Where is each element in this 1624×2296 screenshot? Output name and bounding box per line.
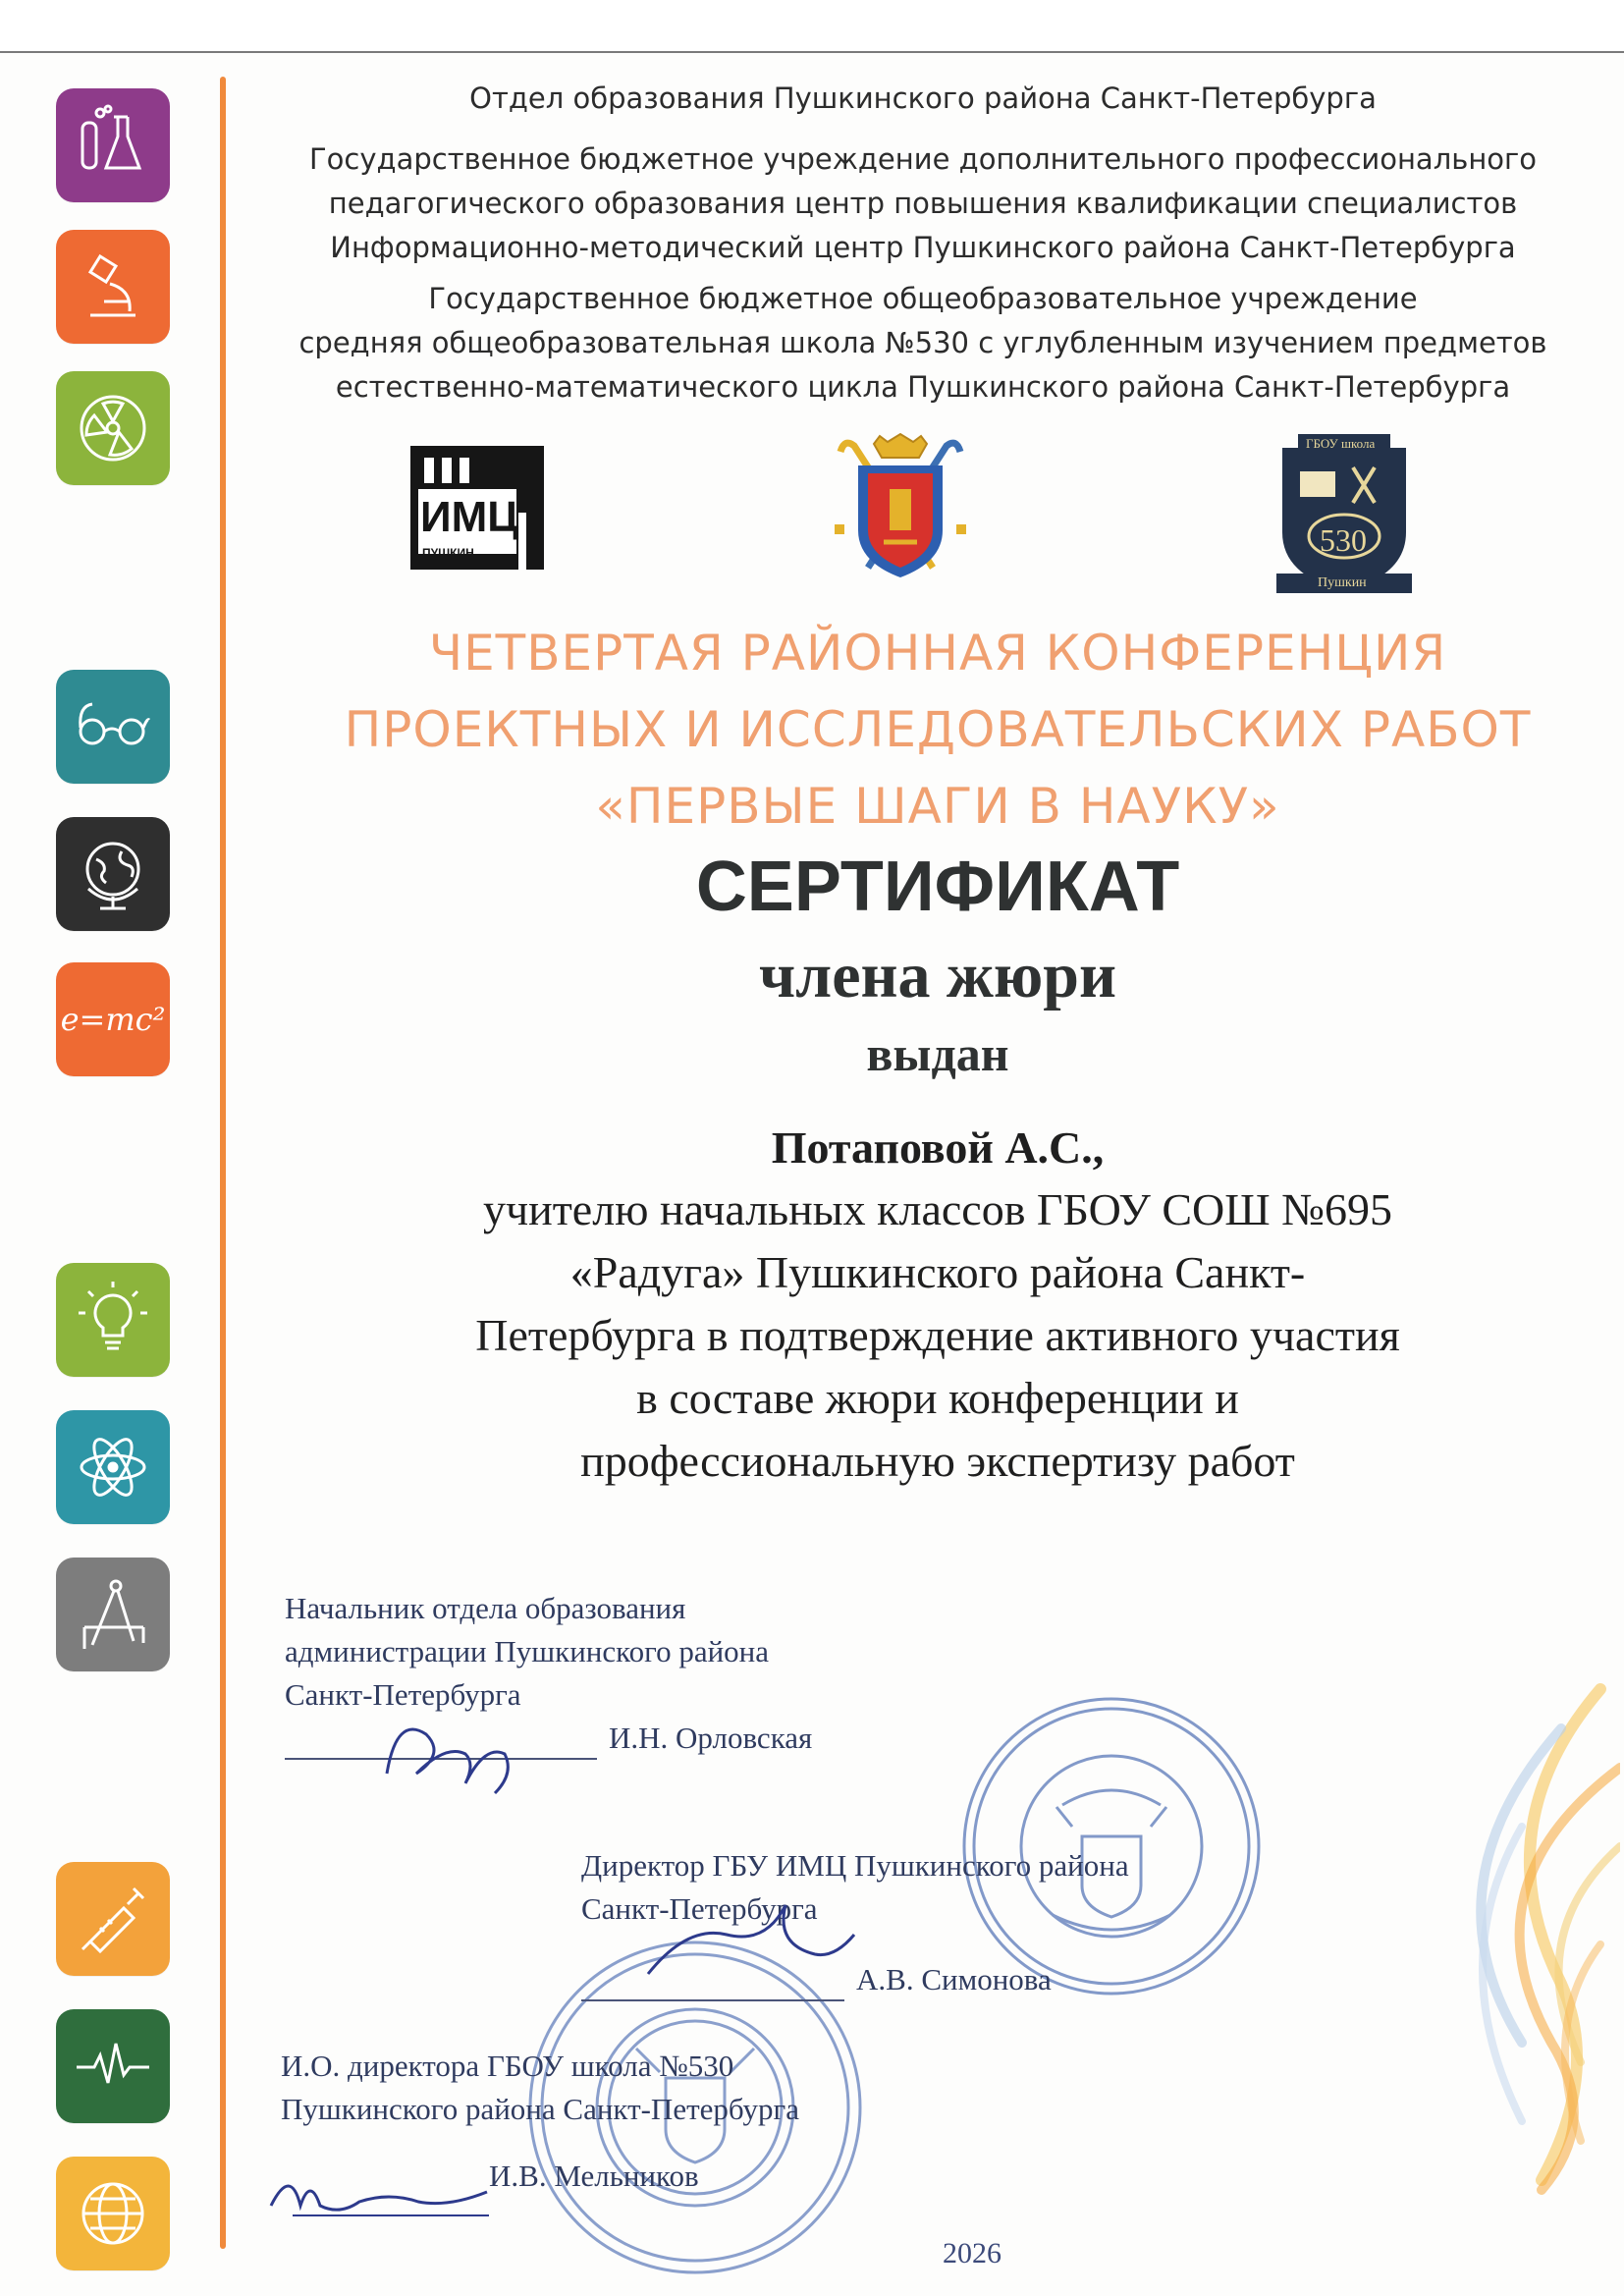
handwritten-signature-melnikov [263,2157,499,2235]
vertical-accent-rule [220,77,226,2249]
syringe-icon [56,1862,170,1976]
signatory-title-line: Пушкинского района Санкт-Петербурга [281,2092,799,2126]
certificate-issued: выдан [866,1026,1009,1081]
imc-logo-text: ИМЦ [420,493,519,541]
header-line: Государственное бюджетное учреждение дополнительного профессионального [308,142,1538,176]
compass-icon [56,1558,170,1671]
flame-decoration [1306,1650,1620,2200]
certificate-body-line: Петербурга в подтверждение активного участия [475,1310,1400,1360]
glasses-icon [56,670,170,784]
imc-logo-caption: ПУШКИН [422,546,474,560]
header-line: Информационно-методический центр Пушкинского района Санкт-Петербурга [330,231,1516,264]
certificate-subtitle: члена жюри [758,940,1117,1011]
header-line: Государственное бюджетное общеобразовательное учреждение [428,282,1418,315]
signatory-title-line: Санкт-Петербурга [285,1677,521,1712]
flask-icon [56,88,170,202]
radiation-icon [56,371,170,485]
microscope-icon [56,230,170,344]
heartbeat-icon [56,2009,170,2123]
formula-icon [56,962,170,1076]
school-530-logo [1272,428,1416,595]
school-logo-bottom-text: Пушкин [1318,575,1367,590]
signatory-title-line: Директор ГБУ ИМЦ Пушкинского района [581,1848,1129,1883]
signatory-name: А.В. Симонова [856,1962,1052,1996]
conference-title [236,615,1624,845]
school-logo-top-text: ГБОУ школа [1306,436,1376,451]
conference-title-line: «ПЕРВЫЕ ШАГИ В НАУКУ» [595,778,1280,835]
header-org-imc [236,137,1610,270]
footer-date-fragment: 2026 [943,2237,1001,2269]
header-line: средняя общеобразовательная школа №530 с углубленным изучением предметов [298,326,1547,359]
formula-text: e=mc² [60,1001,166,1038]
certificate-body-line: в составе жюри конференции и [636,1373,1239,1423]
handwritten-signature-simonova [638,1895,864,1994]
signatory-title-line: Санкт-Петербурга [581,1891,818,1926]
atom-icon [56,1410,170,1524]
certificate-body-line: учителю начальных классов ГБОУ СОШ №695 [482,1184,1393,1234]
header-line: Отдел образования Пушкинского района Санкт-Петербурга [469,82,1377,115]
signature-block-orlovskaya [285,1587,812,1760]
certificate-body [295,1178,1581,1493]
header-line: естественно-математического цикла Пушкинского района Санкт-Петербурга [335,370,1511,404]
signatory-title-line: Начальник отдела образования [285,1591,686,1625]
globe-icon [56,817,170,931]
certificate-body-line: профессиональную экспертизу работ [580,1436,1295,1486]
grid-globe-icon [56,2157,170,2270]
recipient-name: Потаповой А.С., [771,1122,1105,1173]
signatory-name: И.Н. Орловская [609,1721,813,1755]
signatory-title-line: И.О. директора ГБОУ школа №530 [281,2049,734,2083]
header-org-school [236,277,1610,410]
conference-title-line: ПРОЕКТНЫХ И ИССЛЕДОВАТЕЛЬСКИХ РАБОТ [344,701,1532,758]
header-department [236,77,1610,121]
certificate-body-line: «Радуга» Пушкинского района Санкт- [569,1247,1306,1297]
pushkin-coat-of-arms [829,430,972,587]
signatory-name: И.В. Мельников [489,2159,699,2193]
imc-logo [408,444,546,572]
signatory-title-line: администрации Пушкинского района [285,1634,770,1668]
lightbulb-icon [56,1263,170,1377]
certificate-title: СЕРТИФИКАТ [695,847,1180,926]
conference-title-line: ЧЕТВЕРТАЯ РАЙОННАЯ КОНФЕРЕНЦИЯ [428,625,1447,682]
school-logo-number: 530 [1320,522,1367,558]
scan-edge [0,0,1624,53]
header-line: педагогического образования центр повышения квалификации специалистов [328,187,1518,220]
signature-line [581,1999,844,2001]
handwritten-signature-orlovskaya [377,1705,544,1803]
